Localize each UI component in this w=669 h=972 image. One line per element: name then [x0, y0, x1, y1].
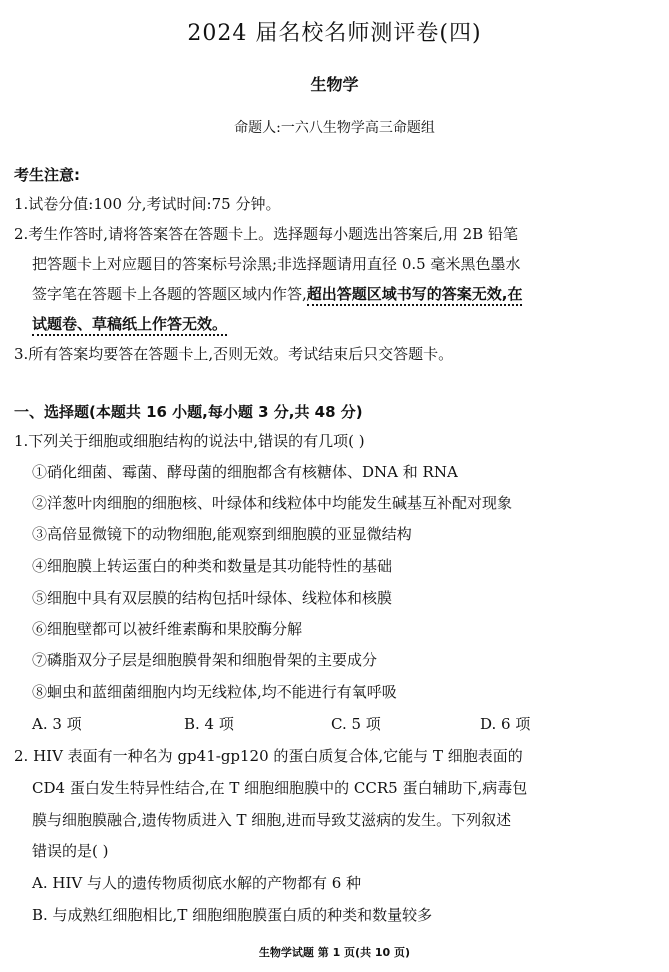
- notice-item-2-plain: 签字笔在答题卡上各题的答题区域内作答,: [32, 285, 307, 303]
- question-1-statement: ⑤细胞中具有双层膜的结构包括叶绿体、线粒体和核膜: [32, 589, 393, 607]
- question-2-option-b: B. 与成熟红细胞相比,T 细胞细胞膜蛋白质的种类和数量较多: [32, 906, 433, 924]
- question-1-statement: ③高倍显微镜下的动物细胞,能观察到细胞膜的亚显微结构: [32, 525, 412, 543]
- question-1-stem: 1.下列关于细胞或细胞结构的说法中,错误的有几项( ): [14, 432, 365, 450]
- page-footer: 生物学试题 第 1 页(共 10 页): [258, 946, 411, 959]
- question-1-statement: ⑧蛔虫和蓝细菌细胞内均无线粒体,均不能进行有氧呼吸: [32, 683, 397, 701]
- question-1-statement: ⑦磷脂双分子层是细胞膜骨架和细胞骨架的主要成分: [32, 651, 378, 669]
- question-1-option-c: C. 5 项: [331, 715, 381, 733]
- question-1-option-a: A. 3 项: [32, 715, 82, 733]
- notice-item-1: 1.试卷分值:100 分,考试时间:75 分钟。: [14, 195, 281, 213]
- question-1-statement: ②洋葱叶肉细胞的细胞核、叶绿体和线粒体中均能发生碱基互补配对现象: [32, 494, 513, 512]
- notice-item-2-emphasis-2: 试题卷、草稿纸上作答无效。: [32, 315, 227, 336]
- notice-item-3: 3.所有答案均要答在答题卡上,否则无效。考试结束后只交答题卡。: [14, 345, 454, 363]
- subject-title: 生物学: [310, 75, 359, 94]
- notice-item-2-line-3: [32, 284, 522, 304]
- question-1-option-d: D. 6 项: [480, 715, 531, 733]
- notice-item-2-line-1: 2.考生作答时,请将答案答在答题卡上。选择题每小题选出答案后,用 2B 铅笔: [14, 225, 518, 243]
- question-2-stem-line-4: 错误的是( ): [32, 842, 109, 860]
- question-2-stem-line-2: CD4 蛋白发生特异性结合,在 T 细胞细胞膜中的 CCR5 蛋白辅助下,病毒包: [32, 779, 528, 797]
- author-line: 命题人:一六八生物学高三命题组: [234, 120, 435, 136]
- notice-item-2-line-2: 把答题卡上对应题目的答案标号涂黑;非选择题请用直径 0.5 毫米黑色墨水: [32, 255, 521, 273]
- section-heading: 一、选择题(本题共 16 小题,每小题 3 分,共 48 分): [14, 403, 363, 421]
- question-2-stem-line-1: 2. HIV 表面有一种名为 gp41-gp120 的蛋白质复合体,它能与 T 细胞表面的: [14, 747, 523, 765]
- question-2-option-a: A. HIV 与人的遗传物质彻底水解的产物都有 6 种: [32, 874, 362, 892]
- notice-heading: 考生注意:: [14, 166, 80, 184]
- question-1-statement: ④细胞膜上转运蛋白的种类和数量是其功能特性的基础: [32, 557, 393, 575]
- exam-title: 2024 届名校名师测评卷(四): [187, 21, 482, 46]
- notice-item-2-emphasis: 超出答题区域书写的答案无效,在: [307, 285, 523, 306]
- question-1-option-b: B. 4 项: [184, 715, 234, 733]
- question-1-statement: ①硝化细菌、霉菌、酵母菌的细胞都含有核糖体、DNA 和 RNA: [32, 463, 458, 481]
- question-1-statement: ⑥细胞壁都可以被纤维素酶和果胶酶分解: [32, 620, 303, 638]
- question-2-stem-line-3: 膜与细胞膜融合,遗传物质进入 T 细胞,进而导致艾滋病的发生。下列叙述: [32, 811, 512, 829]
- notice-item-2-line-4: [32, 314, 227, 334]
